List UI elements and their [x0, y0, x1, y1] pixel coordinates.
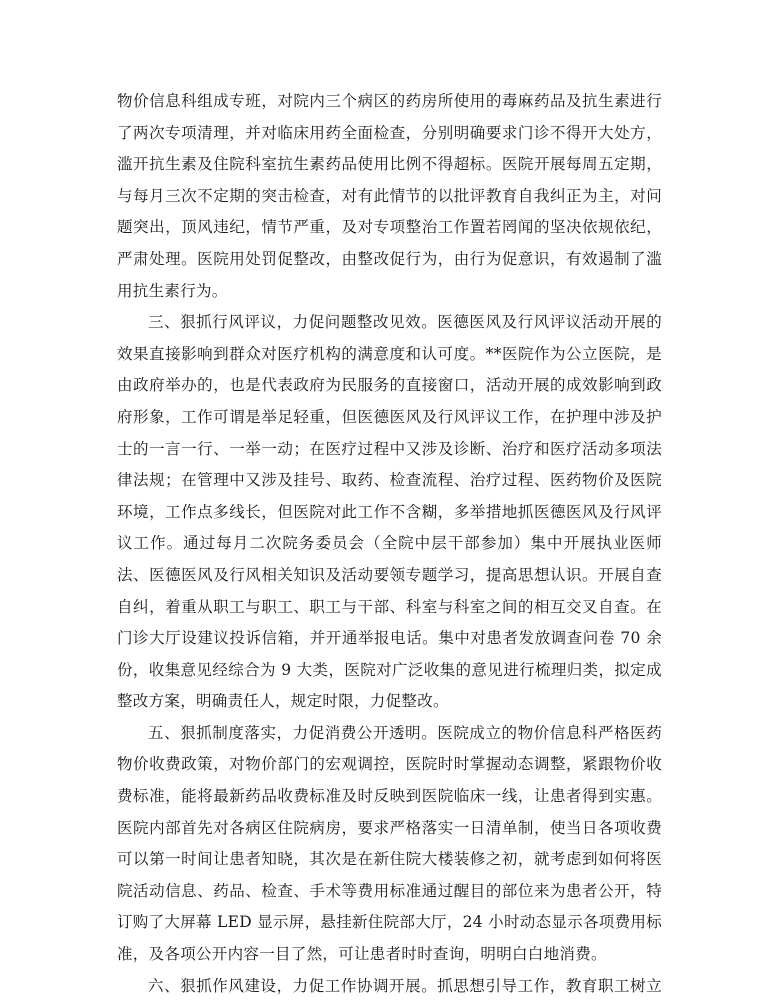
text-line: 订购了大屏幕 LED 显示屏，悬挂新住院部大厅，24 小时动态显示各项费用标 — [117, 913, 662, 932]
text-line: 可以第一时间让患者知晓，其次是在新住院大楼装修之初，就考虑到如何将医 — [117, 850, 662, 869]
text-line: 士的一言一行、一举一动；在医疗过程中又涉及诊断、治疗和医疗活动多项法 — [117, 439, 662, 458]
text-line: 严肃处理。医院用处罚促整改，由整改促行为，由行为促意识，有效遏制了滥 — [117, 249, 662, 268]
text-line: 物价收费政策，对物价部门的宏观调控，医院时时掌握动态调整，紧跟物价收 — [117, 755, 662, 774]
text-line: 与每月三次不定期的突击检查，对有此情节的以批评教育自我纠正为主，对问 — [117, 186, 662, 205]
document-body — [117, 86, 662, 1002]
text-line: 五、狠抓制度落实，力促消费公开透明。医院成立的物价信息科严格医药 — [148, 723, 662, 742]
paragraph-drug-inspection — [117, 86, 662, 307]
text-line: 题突出，顶风违纪，情节严重，及对专项整治工作置若罔闻的坚决依规依纪， — [117, 218, 662, 237]
text-line: 院活动信息、药品、检查、手术等费用标准通过醒目的部位来为患者公开，特 — [117, 881, 662, 900]
text-line: 医院内部首先对各病区住院病房，要求严格落实一日清单制，使当日各项收费 — [117, 818, 662, 837]
text-line: 府形象，工作可谓是举足轻重，但医德医风及行风评议工作，在护理中涉及护 — [117, 407, 662, 426]
text-line: 法、医德医风及行风相关知识及活动要领专题学习，提高思想认识。开展自查 — [117, 565, 662, 584]
text-line: 用抗生素行为。 — [117, 281, 228, 300]
text-line: 门诊大厅设建议投诉信箱，并开通举报电话。集中对患者发放调查问卷 70 余 — [117, 629, 662, 648]
text-line: 由政府举办的，也是代表政府为民服务的直接窗口，活动开展的成效影响到政 — [117, 376, 662, 395]
text-line: 六、狠抓作风建设，力促工作协调开展。抓思想引导工作，教育职工树立 — [148, 976, 662, 995]
paragraph-conduct-review — [117, 307, 662, 718]
text-line: 份，收集意见经综合为 9 大类，医院对广泛收集的意见进行梳理归类，拟定成 — [117, 660, 662, 679]
text-line: 了两次专项清理，并对临床用药全面检查，分别明确要求门诊不得开大处方， — [117, 123, 662, 142]
text-line: 费标准，能将最新药品收费标准及时反映到医院临床一线，让患者得到实惠。 — [117, 787, 662, 806]
text-line: 整改方案，明确责任人，规定时限，力促整改。 — [117, 692, 449, 711]
text-line: 滥开抗生素及住院科室抗生素药品使用比例不得超标。医院开展每周五定期， — [117, 155, 662, 174]
paragraph-work-style — [117, 971, 662, 1002]
text-line: 议工作。通过每月二次院务委员会（全院中层干部参加）集中开展执业医师 — [117, 534, 662, 553]
text-line: 环境，工作点多线长，但医院对此工作不含糊，多举措地抓医德医风及行风评 — [117, 502, 662, 521]
text-line: 准，及各项公开内容一目了然，可让患者时时查询，明明白白地消费。 — [117, 945, 607, 964]
text-line: 三、狠抓行风评议，力促问题整改见效。医德医风及行风评议活动开展的 — [148, 313, 662, 332]
text-line: 物价信息科组成专班，对院内三个病区的药房所使用的毒麻药品及抗生素进行 — [117, 92, 662, 110]
text-line: 效果直接影响到群众对医疗机构的满意度和认可度。**医院作为公立医院，是 — [117, 344, 662, 363]
text-line: 自纠，着重从职工与职工、职工与干部、科室与科室之间的相互交叉自查。在 — [117, 597, 662, 616]
text-line: 律法规；在管理中又涉及挂号、取药、检查流程、治疗过程、医药物价及医院 — [117, 471, 662, 490]
paragraph-price-transparency — [117, 718, 662, 971]
